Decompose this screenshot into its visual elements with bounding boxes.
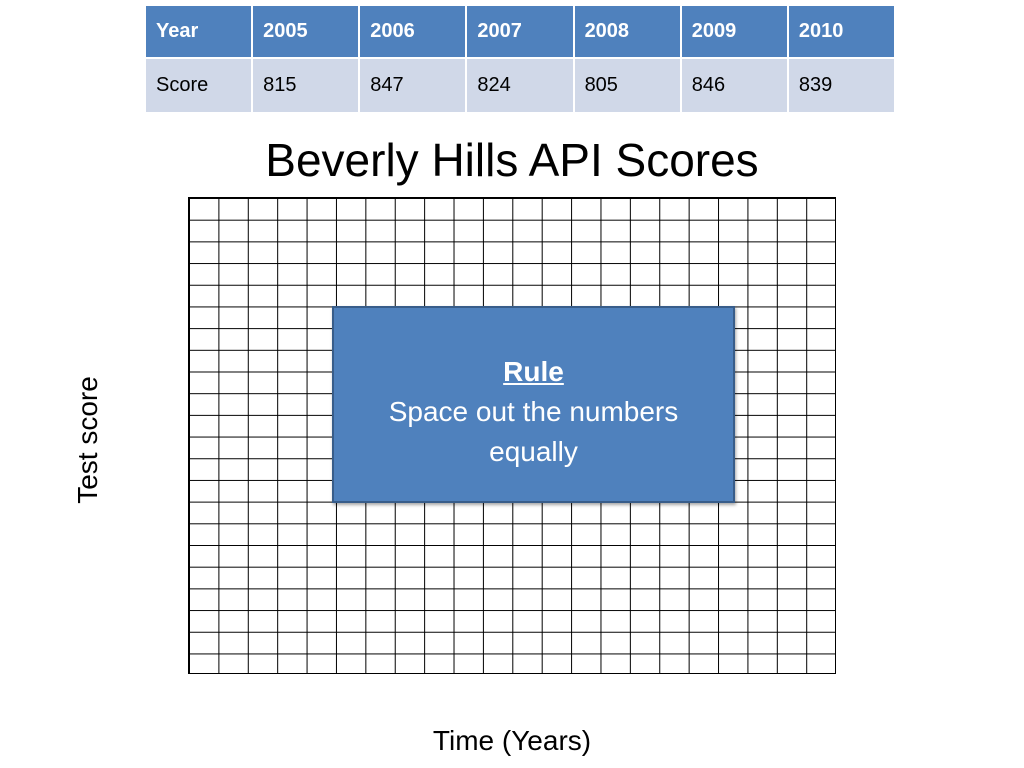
header-cell-2005: 2005 xyxy=(252,5,359,58)
x-axis-label: Time (Years) xyxy=(432,725,592,756)
table-header-row xyxy=(145,5,895,58)
score-cell-2006: 847 xyxy=(359,58,466,113)
rule-text-line-2: equally xyxy=(489,436,578,467)
header-cell-2006: 2006 xyxy=(359,5,466,58)
header-cell-year: Year xyxy=(145,5,252,58)
score-cell-2010: 839 xyxy=(788,58,895,113)
rule-text-line-1: Space out the numbers xyxy=(388,396,679,427)
data-table xyxy=(144,4,896,114)
header-cell-2008: 2008 xyxy=(574,5,681,58)
chart-title: Beverly Hills API Scores xyxy=(265,134,759,186)
row-label-score: Score xyxy=(145,58,252,113)
header-cell-2010: 2010 xyxy=(788,5,895,58)
table-row-score xyxy=(145,58,895,113)
score-cell-2005: 815 xyxy=(252,58,359,113)
score-cell-2009: 846 xyxy=(681,58,788,113)
rule-callout-box xyxy=(332,306,735,503)
y-axis-label: Test score xyxy=(72,376,103,504)
header-cell-2007: 2007 xyxy=(466,5,573,58)
rule-heading: Rule xyxy=(503,356,564,387)
score-cell-2007: 824 xyxy=(466,58,573,113)
score-cell-2008: 805 xyxy=(574,58,681,113)
header-cell-2009: 2009 xyxy=(681,5,788,58)
